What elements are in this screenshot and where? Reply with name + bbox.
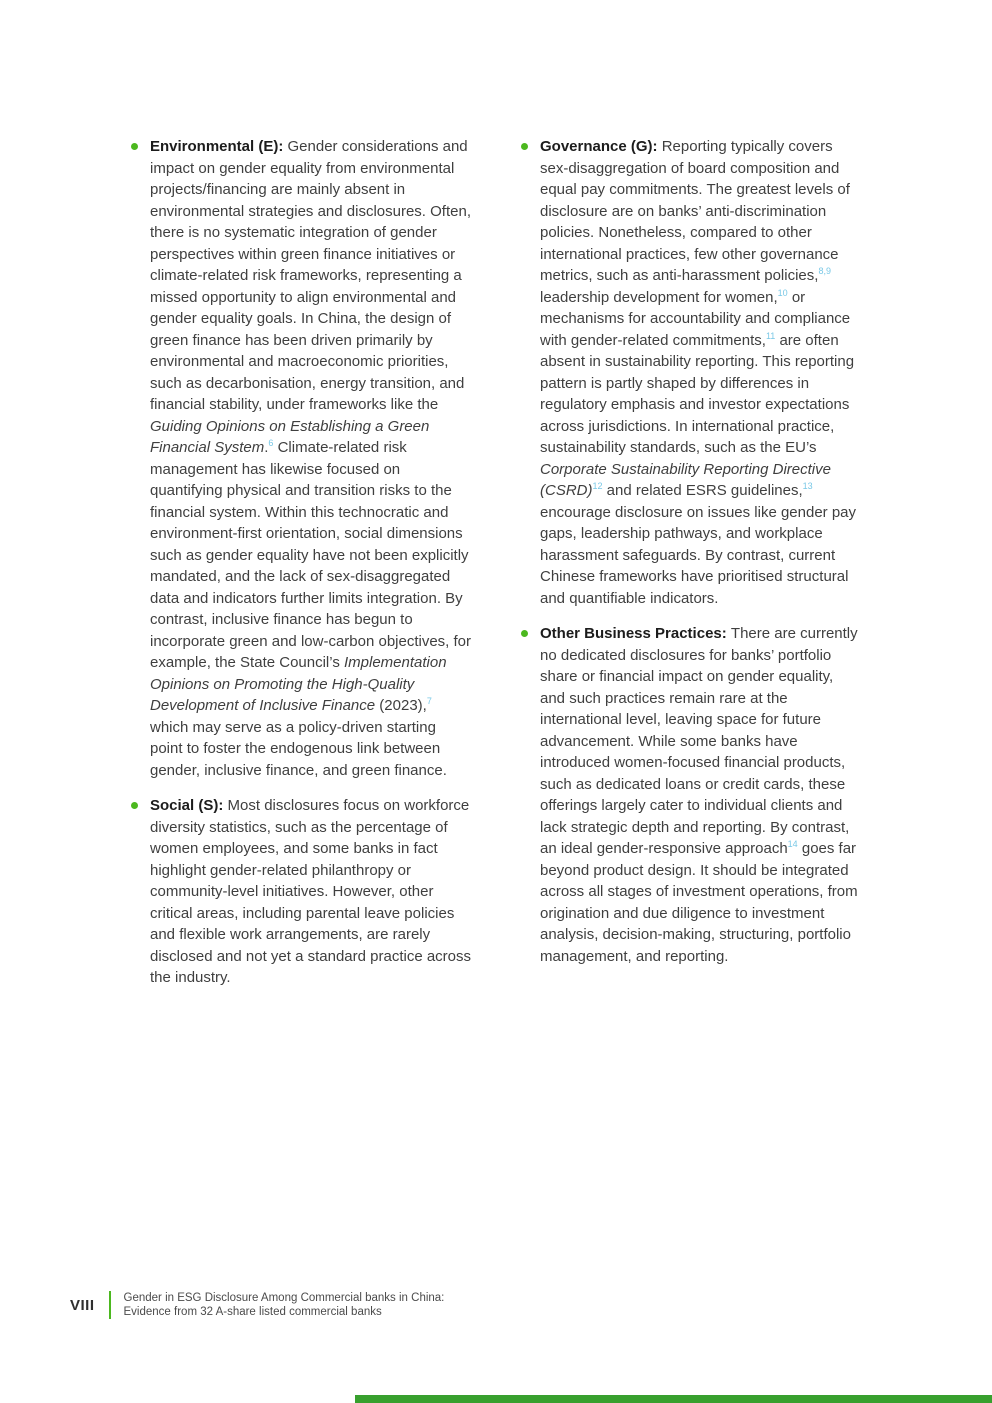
bullet-icon: [521, 623, 540, 637]
bullet-item-governance: [521, 136, 862, 609]
environmental-paragraph: Environmental (E): Gender considerations and impact on gender equality from environmental projects/financing are mainly absent in environmental strategies and disclosures. Often, there is no systematic integration of gender perspectives within green finance initiatives or climate-related risk frameworks, representing a missed opportunity to align environmental and gender equality goals. In China, the design of green finance has been driven primarily by environmental and macroeconomic priorities, such as decarbonisation, energy transition, and financial stability, under frameworks like the Guiding Opinions on Establishing a Green Financial System.$^6$ Climate-related risk management has likewise focused on quantifying physical and transition risks to the financial system. Within this technocratic and environment-first orientation, social dimensions such as gender equality have not been explicitly mandated, and the lack of sex-disaggregated data and indicators further limits integration. By contrast, inclusive finance has begun to incorporate green and low-carbon objectives, for example, the State Council’s Implementation Opinions on Promoting the High-Quality Development of Inclusive Finance (2023),$^7$ which may serve as a policy-driven starting point to foster the endogenous link between gender, inclusive finance, and green finance.: [150, 138, 472, 779]
social-paragraph: Social (S): Most disclosures focus on workforce diversity statistics, such as the percentage of women employees, and some banks in fact highlight gender-related philanthropy or community-level initiatives. However, other critical areas, including parental leave policies and flexible work arrangements, are rarely disclosed and not yet a standard practice across the industry.: [150, 797, 472, 986]
bottom-accent-bar: [355, 1395, 992, 1403]
other-business-practices-paragraph: Other Business Practices: There are currently no dedicated disclosures for banks’ portfolio share or financial impact on gender equality, and such practices remain rare at the international level, leaving space for future advancement. While some banks have introduced women-focused financial products, such as dedicated loans or credit cards, these offerings largely cater to individual clients and lack strategic depth and reporting. By contrast, an ideal gender-responsive approach$^{14}$ goes far beyond product design. It should be integrated across all stages of investment operations, from origination and due diligence to investment analysis, decision-making, structuring, portfolio management, and reporting.: [540, 625, 858, 965]
bullet-item-other-business-practices: [521, 623, 862, 967]
footer-title-line1: Gender in ESG Disclosure Among Commercial banks in China:: [123, 1292, 445, 1304]
bullet-list-right: [521, 136, 862, 967]
footer-document-title: [124, 1291, 445, 1319]
column-right: [521, 136, 862, 1003]
bullet-icon: [131, 136, 150, 150]
footer-divider: [109, 1291, 111, 1319]
page-number: VIII: [70, 1296, 95, 1314]
governance-paragraph: Governance (G): Reporting typically covers sex-disaggregation of board composition and equal pay commitments. The greatest levels of disclosure are on banks’ anti-discrimination policies. Nonetheless, compared to other international practices, few other governance metrics, such as anti-harassment policies,$^{8,9}$ leadership development for women,$^{10}$ or mechanisms for accountability and compliance with gender-related commitments,$^{11}$ are often absent in sustainability reporting. This reporting pattern is partly shaped by differences in regulatory emphasis and investor expectations across jurisdictions. In international practice, sustainability standards, such as the EU’s Corporate Sustainability Reporting Directive (CSRD)$^{12}$ and related ESRS guidelines,$^{13}$ encourage disclosure on issues like gender pay gaps, leadership pathways, and workplace harassment safeguards. By contrast, current Chinese frameworks have prioritised structural and quantifiable indicators.: [540, 138, 857, 607]
column-left: [131, 136, 472, 1003]
page-footer: [70, 1291, 444, 1319]
bullet-icon: [131, 795, 150, 809]
bullet-item-social: [131, 795, 472, 989]
bullet-icon: [521, 136, 540, 150]
footer-title-line2: Evidence from 32 A-share listed commercial banks: [123, 1306, 382, 1318]
two-column-body: [131, 136, 862, 1003]
bullet-item-environmental: [131, 136, 472, 781]
bullet-list-left: [131, 136, 472, 989]
